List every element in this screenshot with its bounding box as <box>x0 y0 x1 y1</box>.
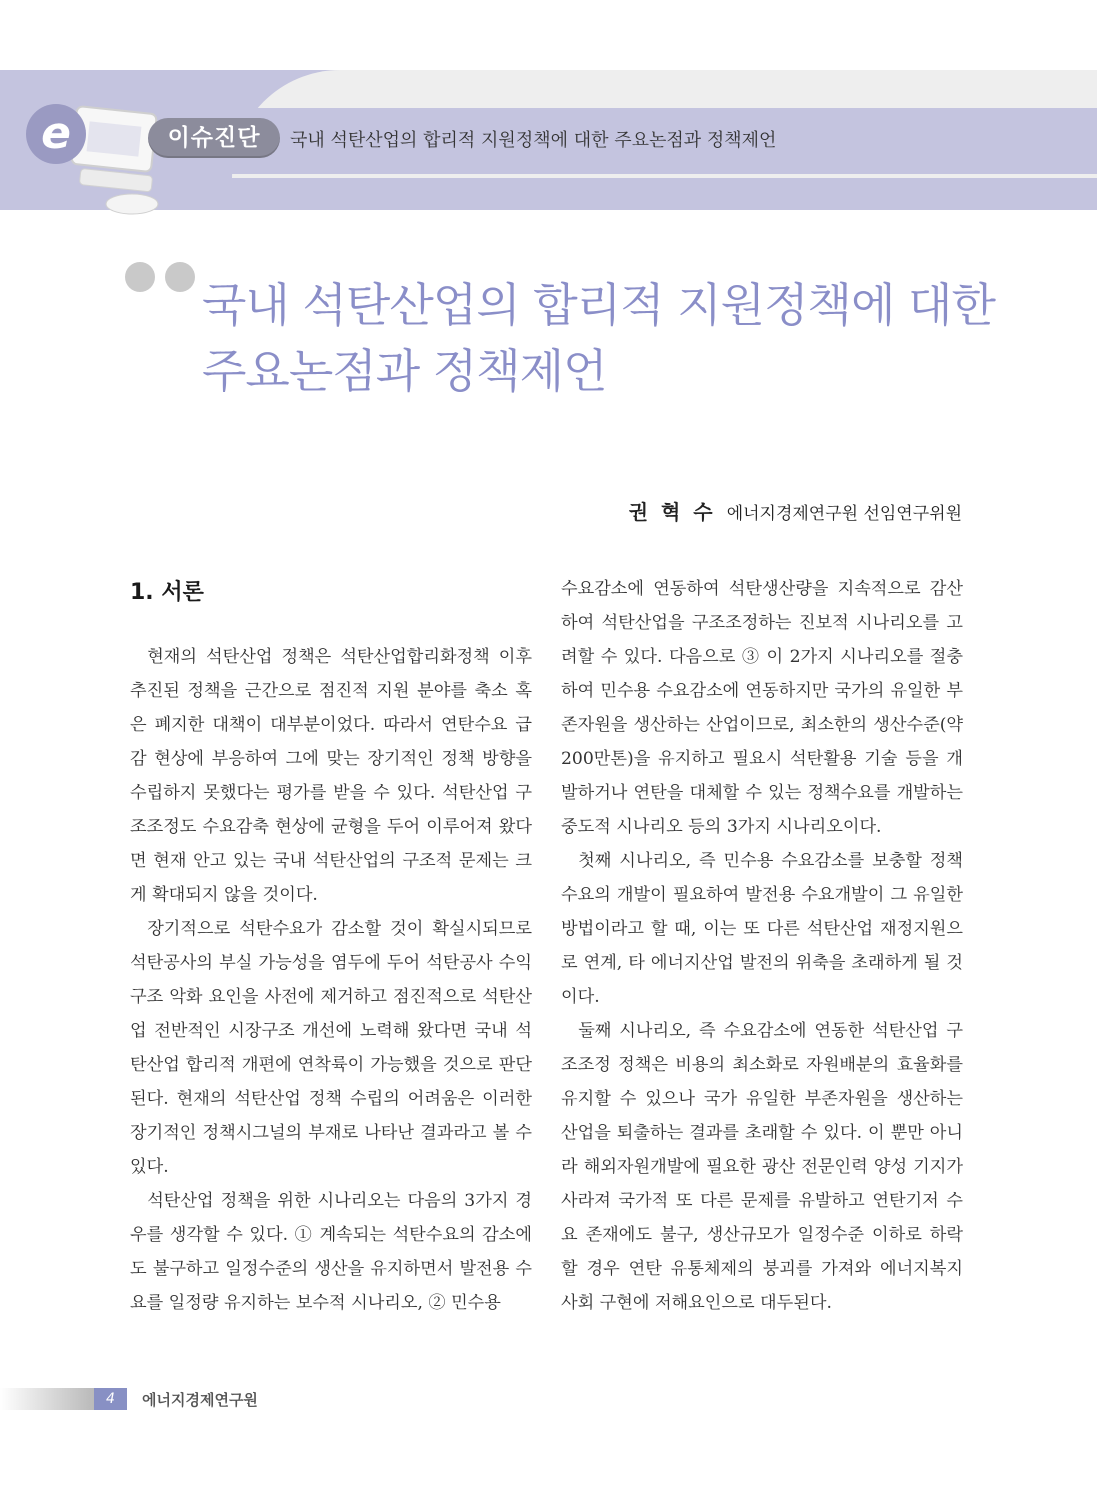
author-byline <box>629 496 962 525</box>
author-affiliation: 에너지경제연구원 선임연구위원 <box>726 504 962 524</box>
article-title-line: 국내 석탄산업의 합리적 지원정책에 대한 <box>202 278 995 332</box>
svg-text:e: e <box>41 108 71 159</box>
body-paragraph: 석탄산업 정책을 위한 시나리오는 다음의 3가지 경우를 생각할 수 있다. ① 계속되는 석탄수요의 감소에도 불구하고 일정수준의 생산을 유지하면서 발전용 수요를 일정량 유지하는 보수적 시나리오, ② 민수용 <box>130 1191 532 1313</box>
body-paragraph: 둘째 시나리오, 즉 수요감소에 연동한 석탄산업 구조조정 정책은 비용의 최소화로 자원배분의 효율화를 유지할 수 있으나 국가 유일한 부존자원을 생산하는 산업을 퇴출하는 결과를 초래할 수 있다. 이 뿐만 아니라 해외자원개발에 필요한 광산 전문인력 양성 기지가 사라져 국가적 또 다른 문제를 유발하고 연탄기저 수요 존재에도 불구, 생산규모가 일정수준 이하로 하락할 경우 연탄 유통체제의 붕괴를 가져와 에너지복지 사회 구현에 저해요인으로 대두된다. <box>561 1021 963 1313</box>
page-number: 4 <box>94 1388 127 1410</box>
running-header-title: 국내 석탄산업의 합리적 지원정책에 대한 주요논점과 정책제언 <box>290 130 777 151</box>
section-heading: 1. 서론 <box>130 580 204 605</box>
footer-organization: 에너지경제연구원 <box>142 1391 258 1409</box>
body-paragraph-continued: 수요감소에 연동하여 석탄생산량을 지속적으로 감산하여 석탄산업을 구조조정하는 진보적 시나리오를 고려할 수 있다. 다음으로 ③ 이 2가지 시나리오를 절충하여 민수용 수요감소에 연동하지만 국가의 유일한 부존자원을 생산하는 산업이므로, 최소한의 생산수준(약 200만톤)을 유지하고 필요시 석탄활용 기술 등을 개발하거나 연탄을 대체할 수 있는 정책수요를 개발하는 중도적 시나리오 등의 3가지 시나리오이다. <box>561 579 963 837</box>
issue-badge: 이슈진단 <box>148 118 280 158</box>
article-title-line: 주요논점과 정책제언 <box>202 344 607 398</box>
body-column-right <box>561 572 963 1320</box>
title-bullet-dot <box>125 262 155 292</box>
body-column-left <box>130 640 532 1320</box>
body-paragraph: 첫째 시나리오, 즉 민수용 수요감소를 보충할 정책수요의 개발이 필요하여 발전용 수요개발이 그 유일한 방법이라고 할 때, 이는 또 다른 석탄산업 재정지원으로 연계, 타 에너지산업 발전의 위축을 초래하게 될 것이다. <box>561 851 963 1007</box>
author-name: 권 혁 수 <box>628 500 716 524</box>
title-bullet-dot <box>165 262 195 292</box>
article-title <box>202 272 1062 404</box>
body-paragraph: 현재의 석탄산업 정책은 석탄산업합리화정책 이후 추진된 정책을 근간으로 점진적 지원 분야를 축소 혹은 폐지한 대책이 대부분이었다. 따라서 연탄수요 급감 현상에 부응하여 그에 맞는 장기적인 정책 방향을 수립하지 못했다는 평가를 받을 수 있다. 석탄산업 구조조정도 수요감축 현상에 균형을 두어 이루어져 왔다면 현재 안고 있는 국내 석탄산업의 구조적 문제는 크게 확대되지 않을 것이다. <box>130 647 532 905</box>
body-paragraph: 장기적으로 석탄수요가 감소할 것이 확실시되므로 석탄공사의 부실 가능성을 염두에 두어 석탄공사 수익구조 악화 요인을 사전에 제거하고 점진적으로 석탄산업 전반적인 시장구조 개선에 노력해 왔다면 국내 석탄산업 합리적 개편에 연착륙이 가능했을 것으로 판단된다. 현재의 석탄산업 정책 수립의 어려움은 이러한 장기적인 정책시그널의 부재로 나타난 결과라고 볼 수 있다. <box>130 919 532 1177</box>
